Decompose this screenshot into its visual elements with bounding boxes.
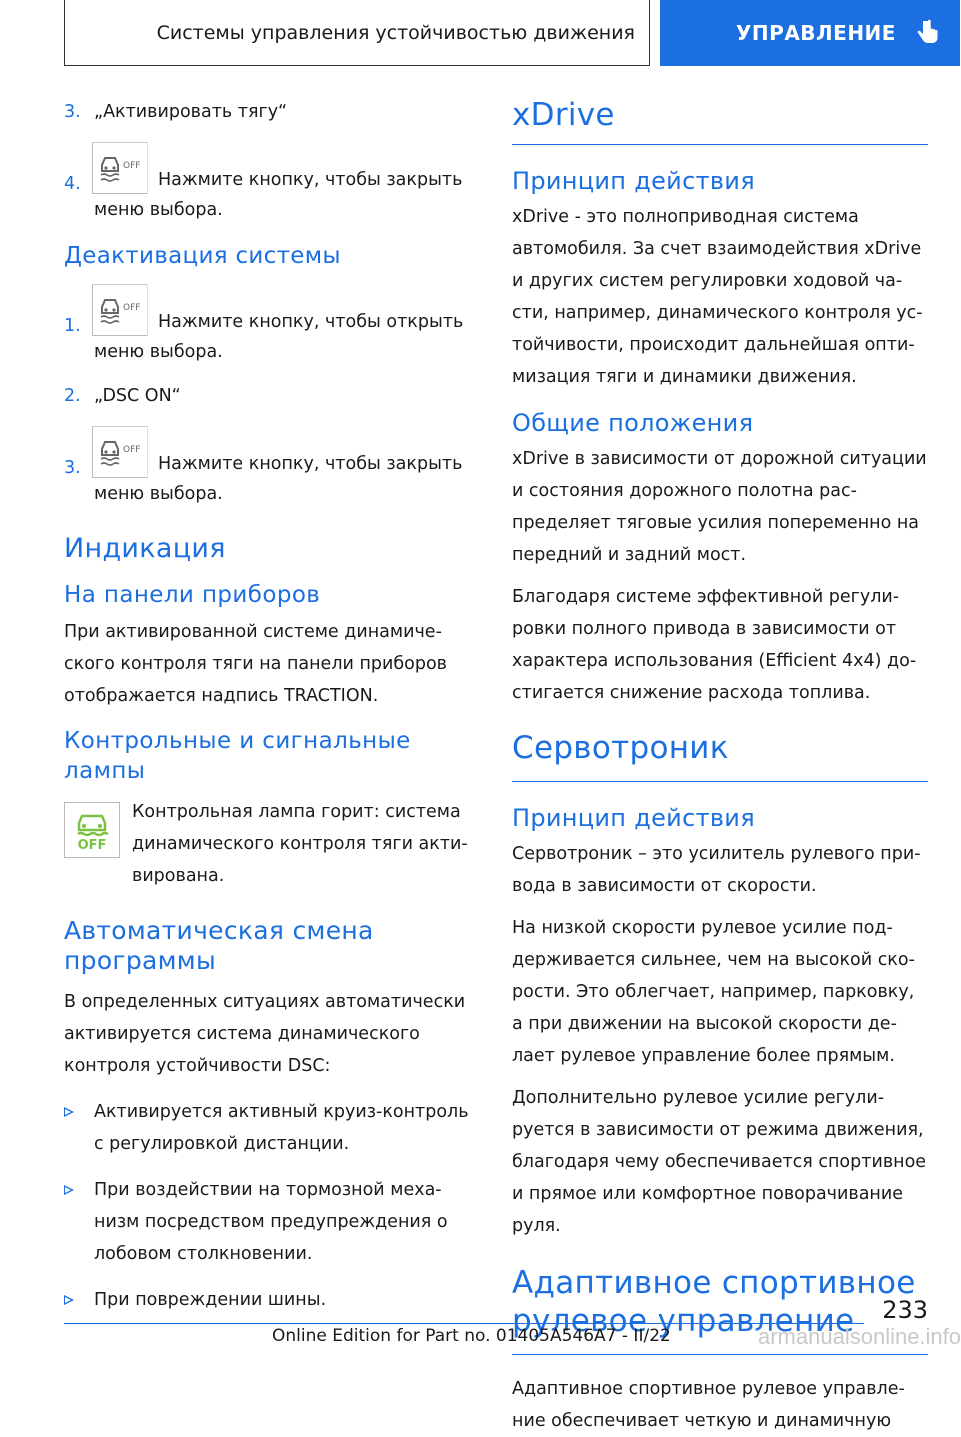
- lamp-row: [64, 796, 476, 892]
- page-header: [0, 0, 960, 66]
- bullet-text: При воздействии на тормозной механизм посредством предупреждения о лобовом столкновении.: [94, 1180, 448, 1264]
- bullet-text: При повреждении шины.: [94, 1290, 327, 1310]
- step-text-continued: меню выбора.: [94, 200, 223, 220]
- servotronic-text-1: Сервотроник – это усилитель рулевого привода в зависимости от скорости.: [512, 844, 921, 896]
- servotronic-text-2: На низкой скорости рулевое усилие поддерживается сильнее, чем на высокой скорости. Это облегчает, например, парковку, а при движении на высокой скорости делает рулевое управление более прямым.: [512, 918, 915, 1066]
- right-column: [512, 96, 928, 1437]
- step-number: 3.: [64, 102, 81, 122]
- instrument-panel-text: При активированной системе динамического контроля тяги на панели приборов отображается надпись TRACTION.: [64, 622, 447, 706]
- xdrive-general-text-1: xDrive в зависимости от дорожной ситуации и состояния дорожного полотна распределяет тяговые усилия попеременно на передний и задний мост.: [512, 449, 927, 565]
- bullet-triangle-icon: [64, 1107, 74, 1117]
- step-number: 4.: [64, 174, 81, 194]
- adaptive-steering-text: Адаптивное спортивное рулевое управление обеспечивает четкую и динамичную: [512, 1379, 905, 1431]
- list-item: [64, 1284, 476, 1316]
- dsc-off-button-icon: [92, 284, 148, 336]
- section-label: УПРАВЛЕНИЕ: [736, 21, 896, 45]
- auto-change-heading: Автоматическая смена программы: [64, 916, 374, 975]
- watermark: armanualsonline.info: [758, 1324, 961, 1349]
- step-text-continued: меню выбора.: [94, 484, 223, 504]
- general-heading: Общие положения: [512, 409, 754, 437]
- deactivation-heading: Деактивация системы: [64, 243, 341, 269]
- step-text: Нажмите кнопку, чтобы закрыть: [158, 170, 463, 190]
- list-item: [64, 1174, 476, 1270]
- step-activate-traction: [64, 96, 476, 128]
- hand-pointer-icon: [916, 19, 940, 47]
- principle-heading-2: Принцип действия: [512, 804, 755, 832]
- step-number: 2.: [64, 386, 81, 406]
- bullet-text: Активируется активный круиз-контроль с регулировкой дистанции.: [94, 1102, 469, 1154]
- xdrive-principle-text: xDrive - это полноприводная система автомобиля. За счет взаимодействия xDrive и других систем регулировки ходовой части, например, динамического контроля устойчивости, происходит дальнейшая оптимизация тяги и динамики движения.: [512, 207, 923, 387]
- list-item: [64, 1096, 476, 1160]
- step-number: 1.: [64, 316, 81, 336]
- step-text: „Активировать тягу“: [94, 102, 288, 122]
- dsc-off-button-icon: [92, 142, 148, 194]
- footer-divider: [64, 1323, 864, 1324]
- svg-text:OFF: OFF: [123, 445, 141, 455]
- xdrive-heading: xDrive: [512, 96, 928, 145]
- xdrive-general-text-2: Благодаря системе эффективной регулировки полного привода в зависимости от характера использования (Efficient 4x4) достигается снижение расхода топлива.: [512, 587, 917, 703]
- page-number: 233: [882, 1296, 928, 1324]
- step-open-menu: [64, 284, 476, 368]
- servotronic-heading: Сервотроник: [512, 729, 928, 782]
- principle-heading: Принцип действия: [512, 167, 755, 195]
- bullet-triangle-icon: [64, 1185, 74, 1195]
- svg-text:OFF: OFF: [77, 838, 107, 853]
- chapter-title: Системы управления устойчивостью движения: [156, 21, 635, 44]
- edition-text: Online Edition for Part no. 01405A546A7 - II/22: [272, 1326, 671, 1346]
- dsc-off-button-icon: [92, 426, 148, 478]
- auto-change-text: В определенных ситуациях автоматически активируется система динамического контроля устойчивости DSC:: [64, 992, 466, 1076]
- step-close-menu-2: [64, 426, 476, 510]
- step-number: 3.: [64, 458, 81, 478]
- chapter-title-box: [64, 0, 650, 66]
- step-text: Нажмите кнопку, чтобы закрыть: [158, 454, 463, 474]
- lamp-text: Контрольная лампа горит: система динамического контроля тяги активирована.: [132, 802, 468, 886]
- svg-text:OFF: OFF: [123, 161, 141, 171]
- section-tab: [660, 0, 960, 66]
- step-text: „DSC ON“: [94, 386, 181, 406]
- left-column: [64, 96, 476, 1330]
- traction-off-warning-lamp-icon: [64, 802, 120, 858]
- indication-heading: Индикация: [64, 533, 226, 564]
- step-close-menu: [64, 142, 476, 226]
- instrument-panel-heading: На панели приборов: [64, 582, 321, 608]
- svg-text:OFF: OFF: [123, 303, 141, 313]
- step-text-continued: меню выбора.: [94, 342, 223, 362]
- adaptive-steering-heading: Адаптивное спортивное рулевое управление: [512, 1264, 928, 1355]
- step-text: Нажмите кнопку, чтобы открыть: [158, 312, 464, 332]
- step-dsc-on: [64, 380, 476, 412]
- lamps-heading: Контрольные и сигнальные лампы: [64, 728, 411, 784]
- bullet-triangle-icon: [64, 1295, 74, 1305]
- servotronic-text-3: Дополнительно рулевое усилие регулируется в зависимости от режима движения, благодаря чему обеспечивается спортивное и прямое или комфортное поворачивание руля.: [512, 1088, 927, 1236]
